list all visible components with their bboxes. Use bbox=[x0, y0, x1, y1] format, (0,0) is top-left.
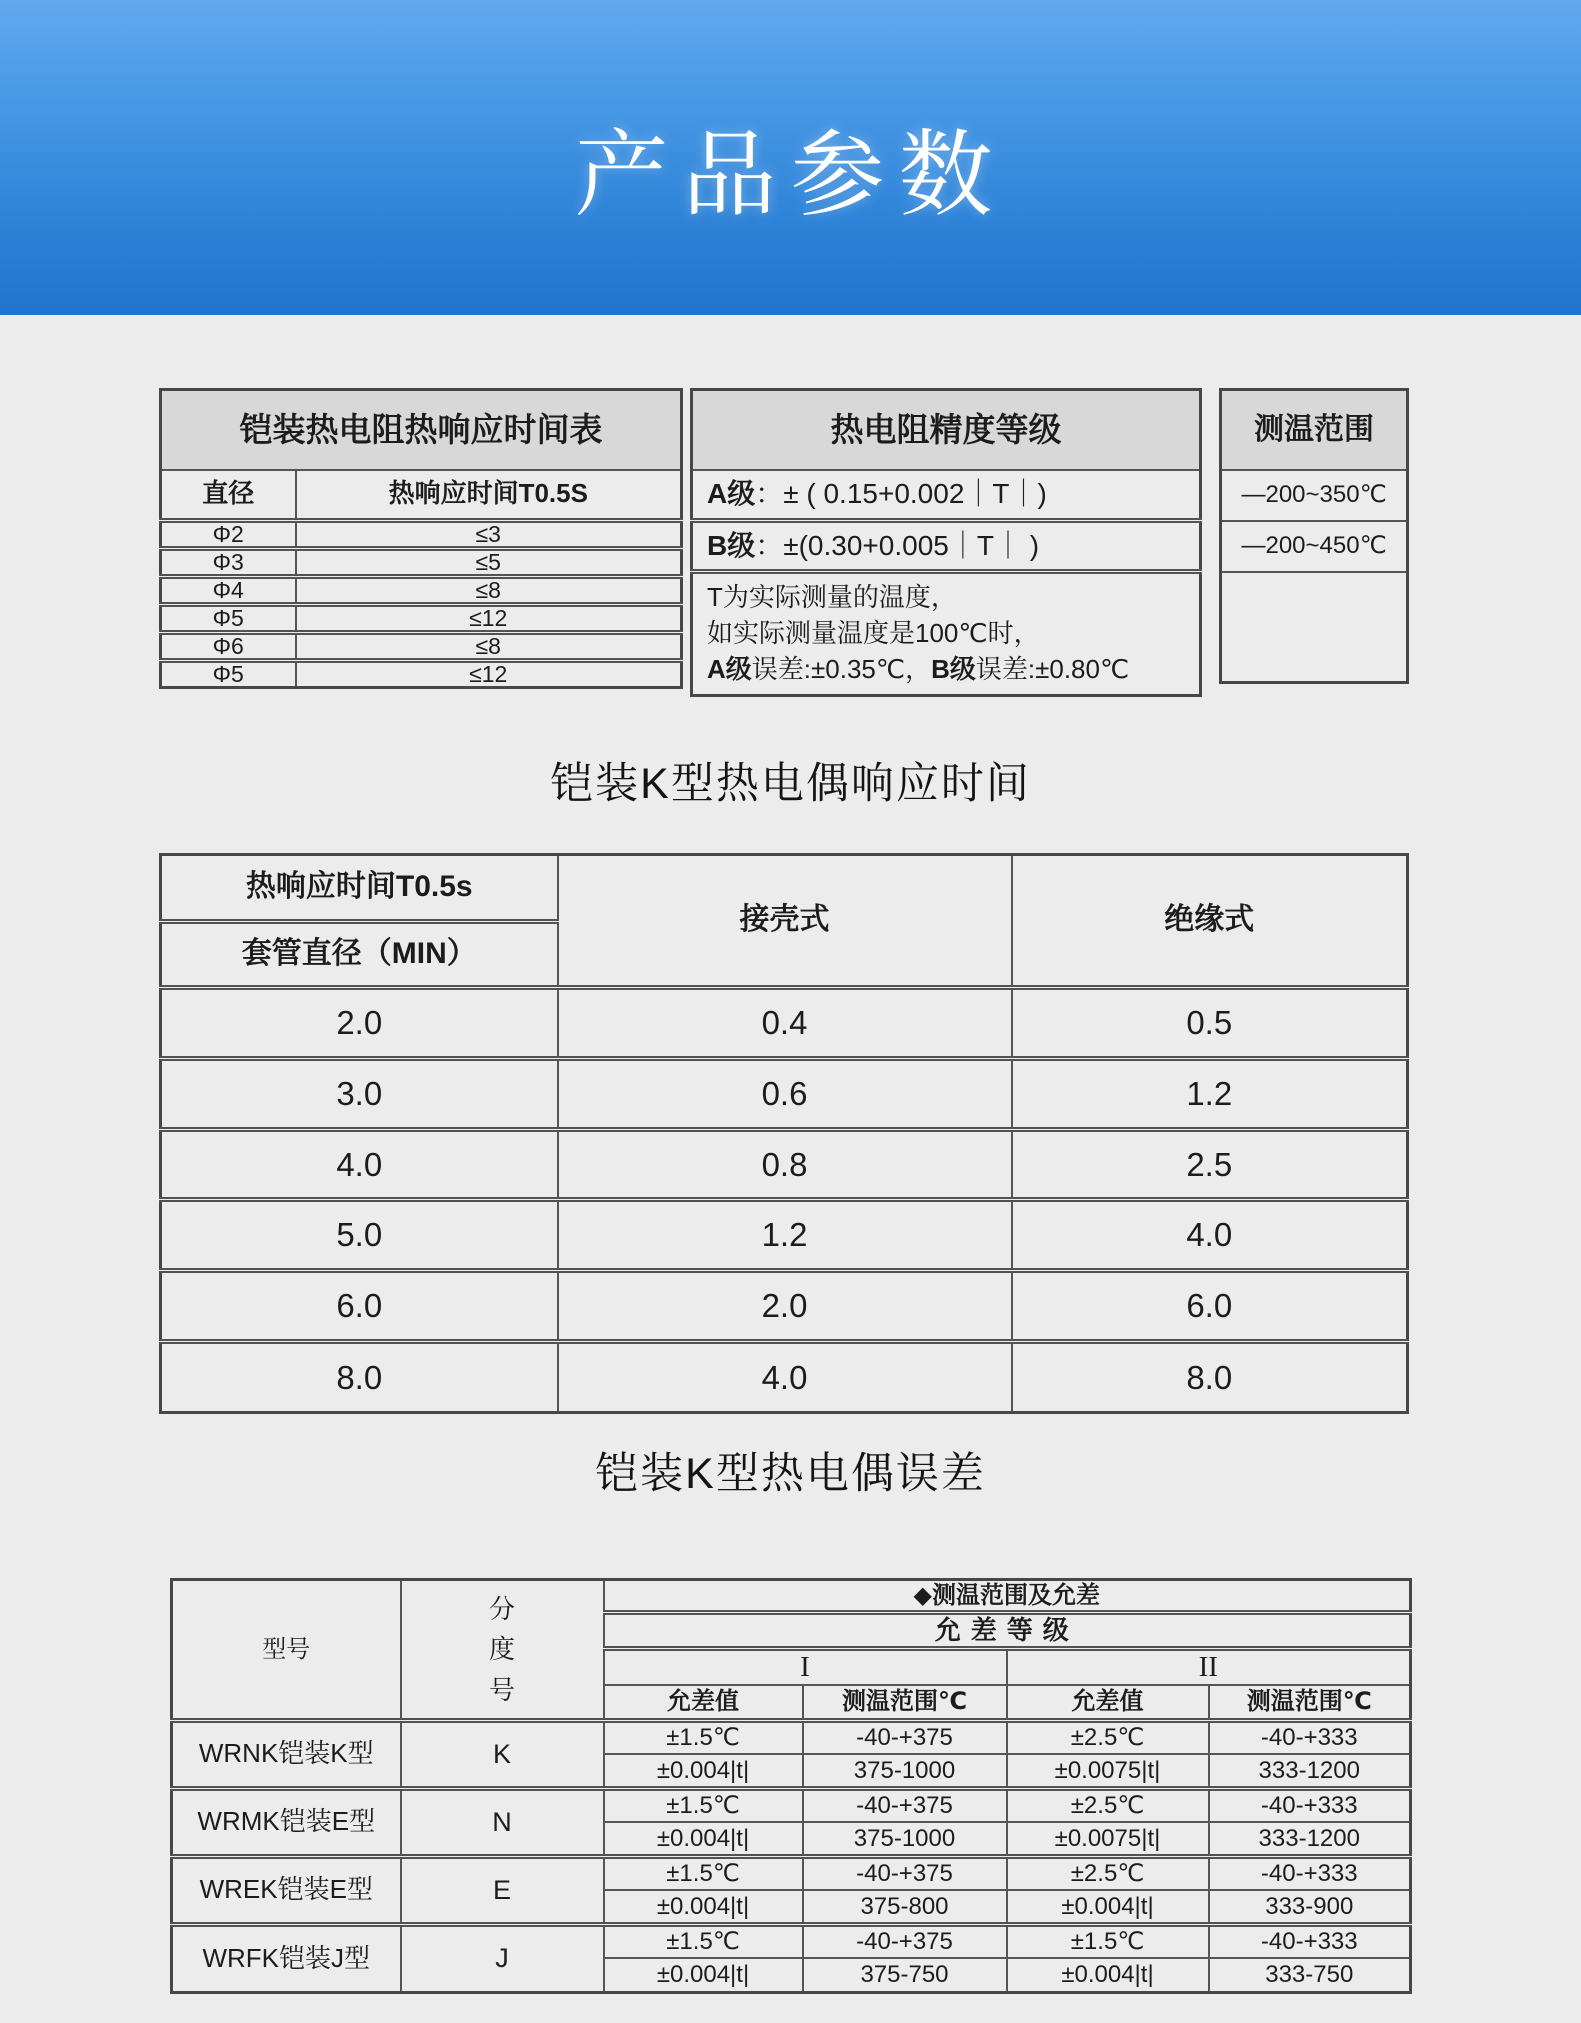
accuracy-note-line1: T为实际测量的温度， bbox=[707, 582, 957, 612]
diameter-cell: 4.0 bbox=[161, 1129, 558, 1200]
shell-value-cell: 0.6 bbox=[558, 1058, 1012, 1129]
response-time-cell: ≤12 bbox=[296, 661, 682, 688]
insulated-value-cell: 6.0 bbox=[1012, 1271, 1408, 1342]
response-time-cell: ≤5 bbox=[296, 549, 682, 577]
tolerance-grade-header: 允差等级 bbox=[604, 1613, 1411, 1649]
temp-range-header: 测温范围℃ bbox=[803, 1685, 1007, 1720]
page-title: 产品参数 bbox=[574, 122, 1007, 227]
accuracy-notes bbox=[692, 572, 1201, 696]
tolerance-cell: ±0.004|t| bbox=[604, 1754, 803, 1788]
graduation-code-cell: N bbox=[401, 1788, 604, 1856]
range-cell: 375-1000 bbox=[803, 1822, 1007, 1856]
range-cell: -40-+375 bbox=[803, 1788, 1007, 1822]
insulated-value-cell: 8.0 bbox=[1012, 1342, 1408, 1413]
k-response-table bbox=[159, 853, 1409, 1414]
sheath-diameter-header: 套管直径（MIN） bbox=[161, 921, 558, 988]
accuracy-note-line2: 如实际测量温度是100℃时， bbox=[707, 617, 1040, 648]
model-cell: WREK铠装E型 bbox=[172, 1856, 401, 1924]
shell-value-cell: 1.2 bbox=[558, 1200, 1012, 1271]
tolerance-cell: ±0.004|t| bbox=[604, 1890, 803, 1924]
insulated-type-header: 绝缘式 bbox=[1012, 855, 1408, 988]
temp-range-header: 测温范围℃ bbox=[1209, 1685, 1411, 1720]
k-error-section-title: 铠装K型热电偶误差 bbox=[595, 1450, 986, 1498]
tolerance-cell: ±1.5℃ bbox=[604, 1856, 803, 1890]
grade-b-text: ：±(0.30+0.005｜T｜ ) bbox=[755, 529, 1040, 561]
range-cell: -40-+333 bbox=[1209, 1856, 1411, 1890]
response-time-cell: ≤3 bbox=[296, 521, 682, 549]
grade-1-header: I bbox=[604, 1649, 1007, 1686]
grade-a-formula bbox=[692, 470, 1201, 521]
temp-range-empty-cell bbox=[1221, 572, 1408, 683]
response-time-header: 热响应时间T0.5s bbox=[161, 855, 558, 922]
accuracy-grade-table-title: 热电阻精度等级 bbox=[692, 390, 1201, 470]
temp-range-cell: —200~450℃ bbox=[1221, 521, 1408, 572]
insulated-value-cell: 4.0 bbox=[1012, 1200, 1408, 1271]
response-time-cell: ≤8 bbox=[296, 633, 682, 661]
banner bbox=[0, 0, 1581, 315]
tolerance-cell: ±0.004|t| bbox=[1007, 1890, 1209, 1924]
insulated-value-cell: 0.5 bbox=[1012, 988, 1408, 1059]
grade-a-text: ：± ( 0.15+0.002｜T｜) bbox=[755, 478, 1047, 510]
diameter-cell: 5.0 bbox=[161, 1200, 558, 1271]
diameter-cell: 3.0 bbox=[161, 1058, 558, 1129]
tolerance-value-header: 允差值 bbox=[1007, 1685, 1209, 1720]
diameter-cell: Φ4 bbox=[161, 577, 296, 605]
shell-value-cell: 0.8 bbox=[558, 1129, 1012, 1200]
accuracy-grade-table bbox=[690, 388, 1202, 697]
diameter-cell: Φ3 bbox=[161, 549, 296, 577]
range-cell: 333-900 bbox=[1209, 1890, 1411, 1924]
grade-b-formula bbox=[692, 521, 1201, 572]
model-cell: WRMK铠装E型 bbox=[172, 1788, 401, 1856]
range-cell: -40-+333 bbox=[1209, 1720, 1411, 1754]
shell-type-header: 接壳式 bbox=[558, 855, 1012, 988]
grade-2-header: II bbox=[1007, 1649, 1411, 1686]
range-cell: -40-+375 bbox=[803, 1720, 1007, 1754]
range-cell: 375-800 bbox=[803, 1890, 1007, 1924]
graduation-code-cell: J bbox=[401, 1924, 604, 1992]
shell-value-cell: 0.4 bbox=[558, 988, 1012, 1059]
tolerance-cell: ±2.5℃ bbox=[1007, 1720, 1209, 1754]
grade-b-label: B级 bbox=[707, 529, 756, 561]
tolerance-cell: ±1.5℃ bbox=[604, 1788, 803, 1822]
range-tolerance-header: ◆测温范围及允差 bbox=[604, 1580, 1411, 1613]
range-cell: 333-1200 bbox=[1209, 1754, 1411, 1788]
shell-value-cell: 4.0 bbox=[558, 1342, 1012, 1413]
grade-a-label: A级 bbox=[707, 478, 756, 510]
insulated-value-cell: 2.5 bbox=[1012, 1129, 1408, 1200]
range-cell: -40-+333 bbox=[1209, 1788, 1411, 1822]
diameter-cell: Φ2 bbox=[161, 521, 296, 549]
insulated-value-cell: 1.2 bbox=[1012, 1058, 1408, 1129]
rtd-response-table bbox=[159, 388, 683, 689]
tolerance-cell: ±1.5℃ bbox=[604, 1924, 803, 1958]
tolerance-value-header: 允差值 bbox=[604, 1685, 803, 1720]
rtd-response-table-title: 铠装热电阻热响应时间表 bbox=[161, 390, 682, 470]
range-cell: 375-1000 bbox=[803, 1754, 1007, 1788]
diameter-cell: Φ5 bbox=[161, 605, 296, 633]
model-cell: WRNK铠装K型 bbox=[172, 1720, 401, 1788]
model-header: 型号 bbox=[172, 1580, 401, 1721]
shell-value-cell: 2.0 bbox=[558, 1271, 1012, 1342]
diameter-cell: Φ5 bbox=[161, 661, 296, 688]
k-response-section-title: 铠装K型热电偶响应时间 bbox=[550, 760, 1031, 808]
range-cell: -40-+375 bbox=[803, 1924, 1007, 1958]
diameter-column-header: 直径 bbox=[161, 470, 296, 521]
tolerance-cell: ±0.004|t| bbox=[604, 1822, 803, 1856]
tolerance-cell: ±2.5℃ bbox=[1007, 1788, 1209, 1822]
tolerance-cell: ±0.0075|t| bbox=[1007, 1822, 1209, 1856]
tolerance-cell: ±2.5℃ bbox=[1007, 1856, 1209, 1890]
temp-range-table bbox=[1219, 388, 1409, 684]
tolerance-cell: ±1.5℃ bbox=[1007, 1924, 1209, 1958]
range-cell: 333-1200 bbox=[1209, 1822, 1411, 1856]
temp-range-table-title: 测温范围 bbox=[1221, 390, 1408, 470]
response-time-column-header: 热响应时间T0.5S bbox=[296, 470, 682, 521]
tolerance-cell: ±0.004|t| bbox=[1007, 1958, 1209, 1992]
graduation-code-cell: E bbox=[401, 1856, 604, 1924]
model-cell: WRFK铠装J型 bbox=[172, 1924, 401, 1992]
diameter-cell: 6.0 bbox=[161, 1271, 558, 1342]
tolerance-cell: ±0.004|t| bbox=[604, 1958, 803, 1992]
accuracy-note-line3: A级误差:±0.35℃，B级误差:±0.80℃ bbox=[707, 653, 1130, 684]
range-cell: -40-+333 bbox=[1209, 1924, 1411, 1958]
response-time-cell: ≤8 bbox=[296, 577, 682, 605]
k-error-table bbox=[170, 1578, 1412, 1994]
diameter-cell: 2.0 bbox=[161, 988, 558, 1059]
graduation-code-cell: K bbox=[401, 1720, 604, 1788]
response-time-cell: ≤12 bbox=[296, 605, 682, 633]
tolerance-cell: ±0.0075|t| bbox=[1007, 1754, 1209, 1788]
range-cell: -40-+375 bbox=[803, 1856, 1007, 1890]
graduation-header: 分度号 bbox=[401, 1580, 604, 1721]
temp-range-cell: —200~350℃ bbox=[1221, 470, 1408, 521]
range-cell: 333-750 bbox=[1209, 1958, 1411, 1992]
diameter-cell: Φ6 bbox=[161, 633, 296, 661]
tolerance-cell: ±1.5℃ bbox=[604, 1720, 803, 1754]
range-cell: 375-750 bbox=[803, 1958, 1007, 1992]
diameter-cell: 8.0 bbox=[161, 1342, 558, 1413]
